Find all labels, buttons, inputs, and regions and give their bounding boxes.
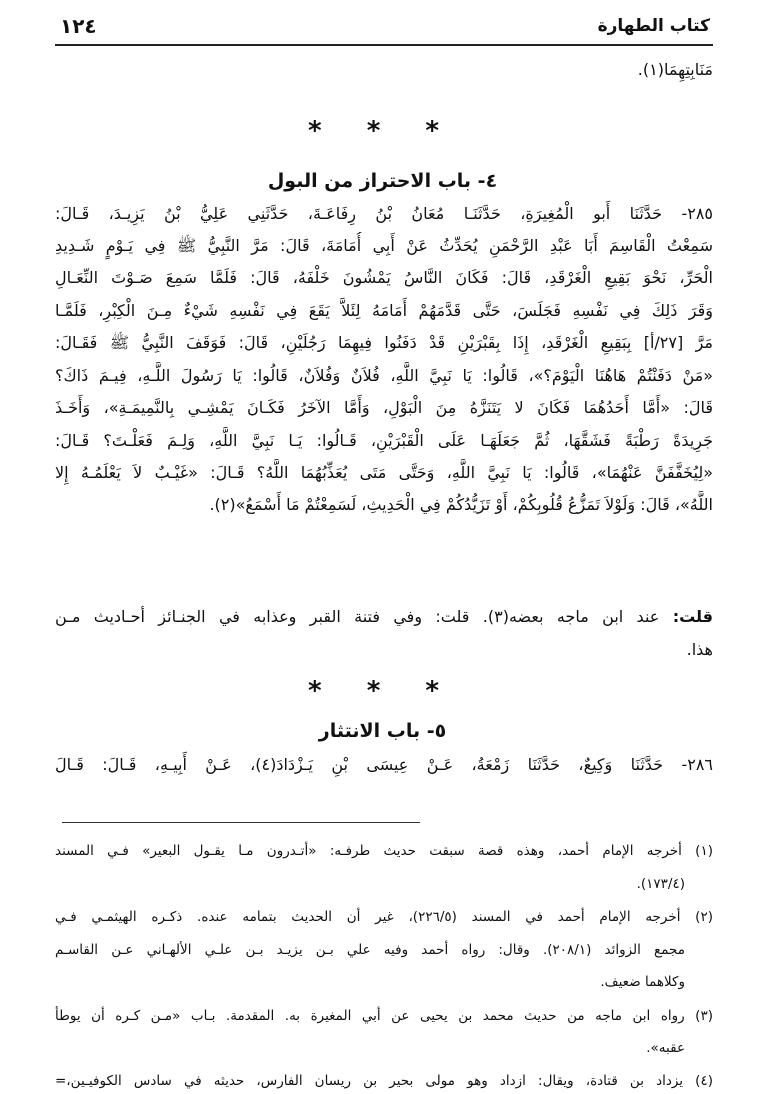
text-line: مَرَّ [٢٧/أ] بِبَقِيعِ الْغَرْقَدِ، إِذَا بِقَبْرَيْنِ قَدْ دَفَنُوا فِيهِمَا رَجُلَيْنِ، قَالَ: فَوَقَفَ النَّبِيُّ ﷺ فَقَـالَ: xyxy=(55,333,713,352)
section-heading: ٥- باب الانتثار xyxy=(318,720,447,742)
footnote-1: (١) أخرجه الإمام أحمد، وهذه قصة سبقت حديث طرفـه: «أتـدرون مـا يقـول البعير» فـي المسند xyxy=(55,843,713,859)
footnote-4: (٤) يزداد بن قتادة، ويقال: ازداد وهو مولى بحير بن ريسان الفارس، حديثه في سادس الكوفيـين،= xyxy=(55,1073,713,1089)
text-line: هذا. xyxy=(686,640,713,659)
footnote-2: (٢) أخرجه الإمام أحمد في المسند (٢٢٦/٥)، غير أن الحديث بتمامه عنده. ذكـره الهيثمـي فـي xyxy=(55,909,713,925)
text-line xyxy=(55,603,713,631)
footnote-3: (٣) رواه ابن ماجه من حديث محمد بن يحيى عن أبي المغيرة به. المقدمة. بـاب «مـن كـره أن يوطأ xyxy=(55,1008,713,1024)
text-line: قَالَ: «أَمَّا أَحَدُهُمَا فَكَانَ لا يَتَنَزَّهُ مِنَ الْبَوْلِ، وَأَمَّا الآخَرُ فَكَـانَ يَمْشِـي بِالنَّمِيمَـةِ»، وَأَخَـذَ xyxy=(55,398,713,417)
footnote-rule xyxy=(62,822,420,823)
section-separator-stars: * * * xyxy=(308,116,457,146)
text-line: اللَّهُ»، قَالَ: وَلَوْلاَ تَمَزُّعُ قُلُوبِكُمْ، أَوْ تَزَيُّدُكُمْ فِي الْحَدِيثِ، لَسَمِعْتُمْ مَا أَسْمَعُ»(٢). xyxy=(209,495,713,514)
text-line: «مَنْ دَفَنْتُمْ هَاهُنَا الْيَوْمَ؟»، قَالُوا: يَا نَبِيَّ اللَّهِ، فُلاَنٌ وَفُلاَنٌ، قَالُوا: يَا رَسُولَ اللَّـهِ، فِيـمَ ذَاكَ؟ xyxy=(55,366,713,385)
note-label: قلت: xyxy=(672,607,713,626)
text-line: ٢٨٥- حَدَّثَنَا أَبو الْمُغِيرَةِ، حَدَّثَنَـا مُعَانُ بْنُ رِفَاعَـةَ، حَدَّثَنِي عَلِيُّ بْنُ يَزِيـدَ، قَـالَ: xyxy=(55,204,713,223)
footnote-3-cont: عقبه». xyxy=(646,1040,685,1056)
text-line: سَمِعْتُ الْقَاسِمَ أَبَا عَبْدِ الرَّحْمَنِ يُحَدِّثُ عَنْ أَبِي أُمَامَةَ، قَالَ: مَرَّ النَّبِيُّ ﷺ فِي يَـوْمٍ شَـدِيدِ xyxy=(55,236,713,255)
continuation-line: مَنَابِتِهِمَا(١). xyxy=(637,60,713,79)
text-line: «لِيُخَفَّفَنَّ عَنْهُمَا»، قَالُوا: يَا نَبِيَّ اللَّهِ، وَحَتَّى مَتَى يُعَذِّبُهُمَا اللَّهُ؟ قَـالَ: «غَيْـبٌ لاَ يَعْلَمُـهُ إِلا xyxy=(55,463,713,482)
text-line: وَقَرَ ذَلِكَ فِي نَفْسِهِ فَجَلَسَ، حَتَّى قَدَّمَهُمْ أَمَامَهُ لِئَلاَّ يَقَعَ فِي نَفْسِهِ شَيْءٌ مِـنَ الْكِبْرِ، فَلَمَّـا xyxy=(55,301,713,320)
running-header-title: كتاب الطهارة xyxy=(597,16,710,36)
text-line: جَرِيدَةً رَطْبَةً فَشَقَّهَا، ثُمَّ جَعَلَهَـا عَلَى الْقَبْرَيْنِ، قَـالُوا: يَـا نَبِيَّ اللَّهِ، وَلِـمَ فَعَلْـتَ؟ قَـالَ: xyxy=(55,431,713,450)
section-separator-stars: * * * xyxy=(308,676,457,706)
section-heading: ٤- باب الاحتراز من البول xyxy=(267,170,498,192)
footnote-2-cont: وكلاهما ضعيف. xyxy=(600,974,685,990)
page-number: ١٢٤ xyxy=(60,14,97,38)
note-text: عند ابن ماجه بعضه(٣). قلت: وفي فتنة القبر وعذابه في الجنـائز أحـاديث مـن xyxy=(55,607,660,626)
text-line: الْحَرِّ، نَحْوَ بَقِيعِ الْغَرْقَدِ، قَالَ: فَكَانَ النَّاسُ يَمْشُونَ خَلْفَهُ، قَالَ: فَلَمَّا سَمِعَ صَـوْتَ النِّعَـالِ xyxy=(55,268,713,287)
footnote-2-cont: مجمع الزوائد (٢٠٨/١). وقال: رواه أحمد وفيه علي بـن يزيـد بـن علـي الألهـاني عـن القاسـم xyxy=(55,942,685,958)
text-line: ٢٨٦- حَدَّثَنَا وَكِيعٌ، حَدَّثَنَا زَمْعَةُ، عَـنْ عِيسَى بْنِ يَـزْدَادَ(٤)، عَـنْ أَبِيـهِ، قَـالَ: قَـالَ xyxy=(55,755,713,774)
header-rule xyxy=(55,44,713,46)
footnote-1-cont: (١٧٣/٤). xyxy=(636,876,685,892)
